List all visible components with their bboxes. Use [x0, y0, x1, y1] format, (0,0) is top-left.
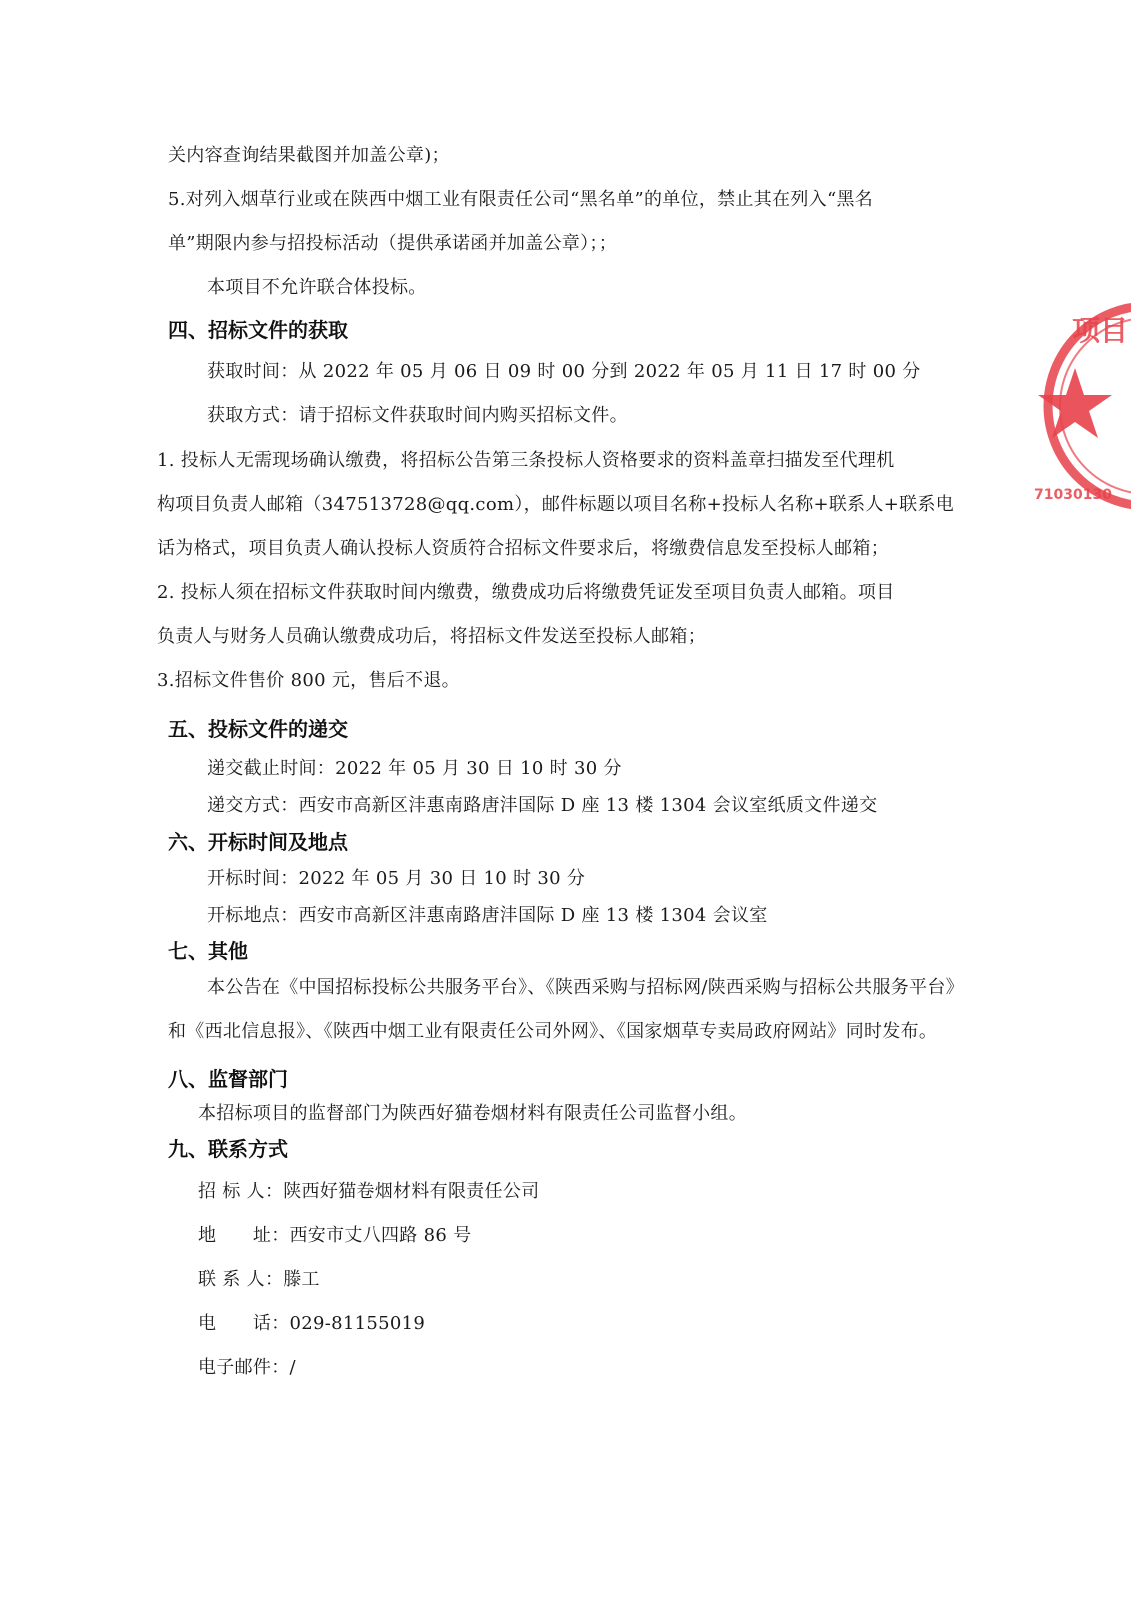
- opening-time: 开标时间：2022 年 05 月 30 日 10 时 30 分: [207, 868, 586, 889]
- acquire-step-1c: 话为格式，项目负责人确认投标人资质符合招标文件要求后，将缴费信息发至投标人邮箱；: [157, 538, 889, 559]
- supervision-line: 本招标项目的监督部门为陕西好猫卷烟材料有限责任公司监督小组。: [198, 1103, 747, 1124]
- contact-phone: 电 话：029-81155019: [198, 1313, 426, 1334]
- section-4-heading: 四、招标文件的获取: [168, 318, 348, 342]
- other-line-2: 和《西北信息报》、《陕西中烟工业有限责任公司外网》、《国家烟草专卖局政府网站》同时发布。: [168, 1021, 938, 1042]
- intro-line-4: 本项目不允许联合体投标。: [207, 277, 427, 298]
- stamp-text: 项目: [1072, 314, 1129, 347]
- acquire-step-2a: 2. 投标人须在招标文件获取时间内缴费，缴费成功后将缴费凭证发至项目负责人邮箱。项目: [157, 582, 895, 603]
- opening-place: 开标地点：西安市高新区沣惠南路唐沣国际 D 座 13 楼 1304 会议室: [207, 905, 768, 926]
- acquire-step-1a: 1. 投标人无需现场确认缴费，将招标公告第三条投标人资格要求的资料盖章扫描发至代理机: [157, 450, 895, 471]
- section-7-heading: 七、其他: [168, 939, 248, 963]
- acquire-step-3: 3.招标文件售价 800 元，售后不退。: [157, 670, 460, 691]
- section-5-heading: 五、投标文件的递交: [168, 717, 348, 741]
- intro-line-1: 关内容查询结果截图并加盖公章)；: [168, 145, 450, 166]
- stamp-number: 71030130: [1034, 487, 1112, 503]
- submit-method: 递交方式：西安市高新区沣惠南路唐沣国际 D 座 13 楼 1304 会议室纸质文件递交: [207, 795, 878, 816]
- acquire-method: 获取方式：请于招标文件获取时间内购买招标文件。: [207, 405, 628, 426]
- acquire-step-2b: 负责人与财务人员确认缴费成功后，将招标文件发送至投标人邮箱；: [157, 626, 706, 647]
- official-seal-stamp: [1034, 298, 1131, 518]
- section-8-heading: 八、监督部门: [168, 1067, 288, 1091]
- acquire-step-1b: 构项目负责人邮箱（347513728@qq.com），邮件标题以项目名称+投标人名称+联系人+联系电: [157, 494, 955, 515]
- other-line-1: 本公告在《中国招标投标公共服务平台》、《陕西采购与招标网/陕西采购与招标公共服务平台》: [207, 977, 964, 998]
- submit-deadline: 递交截止时间：2022 年 05 月 30 日 10 时 30 分: [207, 758, 622, 779]
- contact-person: 联 系 人：滕工: [198, 1269, 320, 1290]
- acquire-time: 获取时间：从 2022 年 05 月 06 日 09 时 00 分到 2022 年 05 月 11 日 17 时 00 分: [207, 361, 921, 382]
- contact-tenderer: 招 标 人：陕西好猫卷烟材料有限责任公司: [198, 1181, 540, 1202]
- section-9-heading: 九、联系方式: [168, 1137, 288, 1161]
- contact-address: 地 址：西安市丈八四路 86 号: [198, 1225, 472, 1246]
- section-6-heading: 六、开标时间及地点: [168, 830, 348, 854]
- intro-line-3: 单”期限内参与招投标活动（提供承诺函并加盖公章）；；: [168, 233, 617, 254]
- intro-line-2: 5.对列入烟草行业或在陕西中烟工业有限责任公司“黑名单”的单位，禁止其在列入“黑名: [168, 189, 874, 210]
- contact-email: 电子邮件：/: [198, 1357, 296, 1378]
